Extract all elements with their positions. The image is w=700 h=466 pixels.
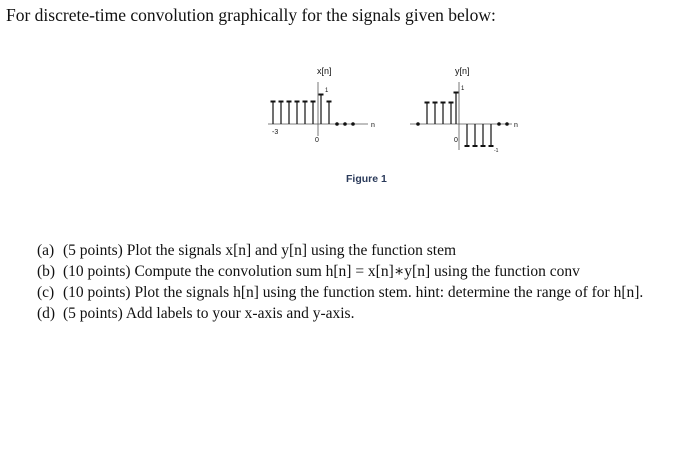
- question-item: [37, 282, 643, 303]
- y-plot-title: y[n]: [455, 66, 470, 76]
- x-signal-plot: [268, 66, 375, 144]
- question-label: (c): [37, 284, 55, 301]
- x-stem-marker: [279, 101, 284, 103]
- y-neg-stem-marker: [481, 145, 486, 147]
- y-neg-stem-marker: [465, 145, 470, 147]
- x-stem-marker: [303, 101, 308, 103]
- y-signal-plot: [410, 66, 518, 154]
- question-item: [37, 303, 643, 324]
- y-zero-sample: [505, 122, 509, 126]
- y-axis-var: n: [514, 122, 518, 129]
- question-text: (10 points) Plot the signals h[n] using the function stem. hint: determine the range of for h[n].: [63, 284, 644, 301]
- x-stem-marker: [271, 101, 276, 103]
- y-stem-marker: [454, 92, 459, 94]
- question-item: [37, 240, 643, 261]
- y-neg-stem-marker: [473, 145, 478, 147]
- x-stem-marker: [327, 101, 332, 103]
- y-tick-zero: 0: [454, 137, 458, 144]
- y-peak-label: 1: [461, 86, 465, 92]
- x-axis-var: n: [371, 122, 375, 129]
- question-text: (5 points) Plot the signals x[n] and y[n] using the function stem: [63, 242, 457, 259]
- x-stem-marker: [295, 101, 300, 103]
- stem-plots: [0, 0, 700, 200]
- question-label: (b): [37, 263, 56, 280]
- question-label: (a): [37, 242, 55, 259]
- question-list: [37, 240, 643, 324]
- x-zero-sample: [351, 122, 355, 126]
- x-plot-title: x[n]: [317, 66, 332, 76]
- question-label: (d): [37, 305, 56, 322]
- y-stem-marker: [449, 102, 454, 104]
- y-zero-sample: [497, 122, 501, 126]
- y-neg-stem-marker: [489, 145, 494, 147]
- question-text: (10 points) Compute the convolution sum h[n] = x[n]∗y[n] using the function conv: [63, 263, 580, 280]
- figure-caption: Figure 1: [346, 173, 387, 185]
- problem-heading: For discrete-time convolution graphically for the signals given below:: [6, 5, 496, 25]
- question-text: (5 points) Add labels to your x-axis and y-axis.: [63, 305, 355, 322]
- x-stem-marker: [287, 101, 292, 103]
- x-stem-marker: [319, 94, 324, 96]
- y-stem-marker: [441, 102, 446, 104]
- question-item: [37, 261, 643, 282]
- x-zero-sample: [343, 122, 347, 126]
- x-tick-neg: -3: [272, 129, 279, 136]
- x-zero-sample: [335, 122, 339, 126]
- y-stem-marker: [433, 102, 438, 104]
- y-zero-sample: [416, 122, 420, 126]
- figure-1: [0, 0, 700, 200]
- x-tick-zero: 0: [315, 137, 319, 144]
- x-peak-label: 1: [325, 88, 329, 94]
- y-stem-marker: [425, 102, 430, 104]
- x-stem-marker: [311, 101, 316, 103]
- y-neg-label: -1: [494, 148, 499, 154]
